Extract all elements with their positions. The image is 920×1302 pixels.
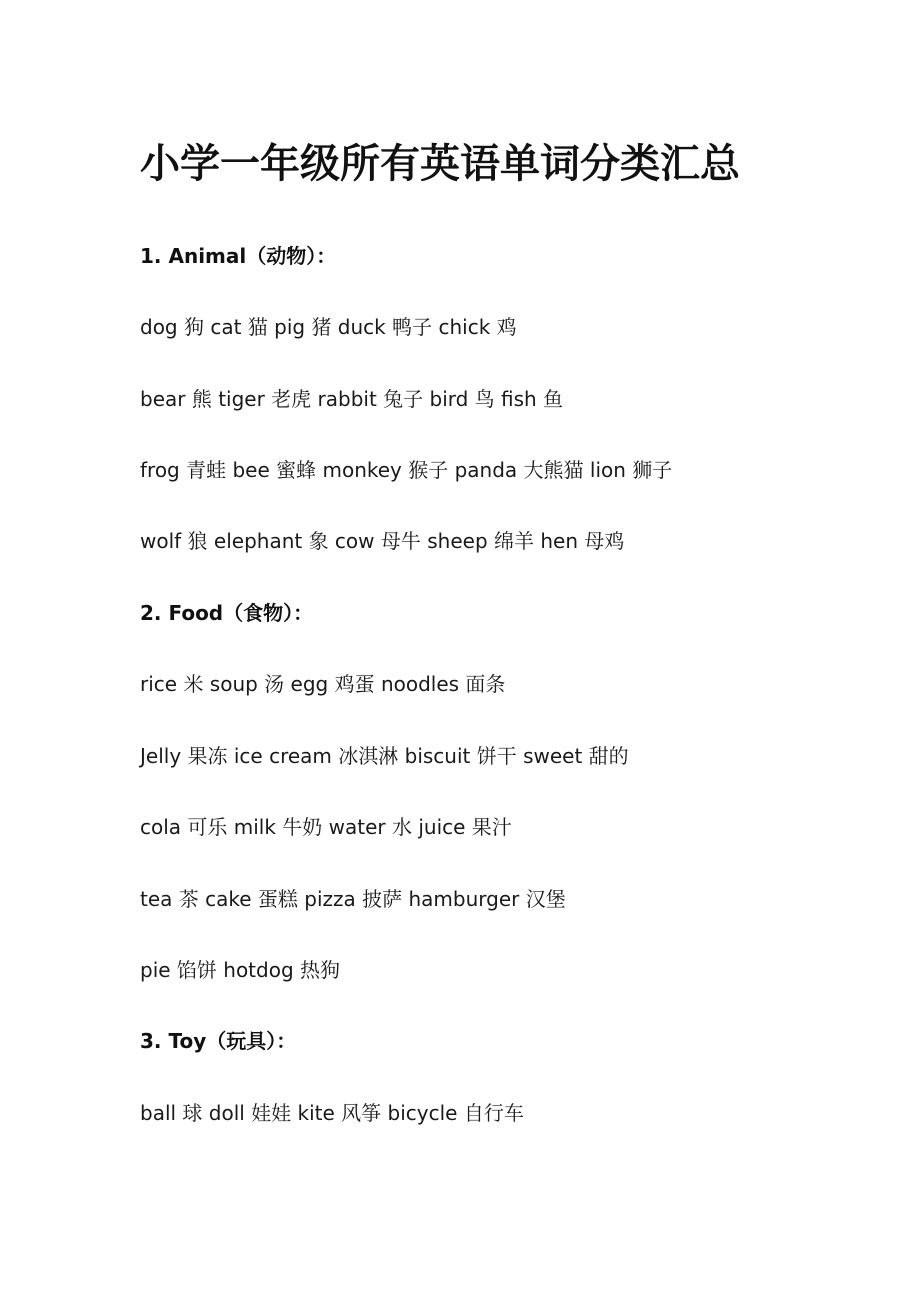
- word-line: wolf 狼 elephant 象 cow 母牛 sheep 绵羊 hen 母鸡: [140, 529, 625, 553]
- section-heading-toy: 3. Toy（玩具）：: [140, 1029, 297, 1053]
- section-heading-animal: 1. Animal（动物）：: [140, 244, 337, 268]
- word-line: dog 狗 cat 猫 pig 猪 duck 鸭子 chick 鸡: [140, 315, 517, 339]
- page-title: 小学一年级所有英语单词分类汇总: [140, 141, 740, 187]
- word-line: pie 馅饼 hotdog 热狗: [140, 958, 341, 982]
- word-line: frog 青蛙 bee 蜜蜂 monkey 猴子 panda 大熊猫 lion 狮子: [140, 458, 673, 482]
- word-line: rice 米 soup 汤 egg 鸡蛋 noodles 面条: [140, 672, 506, 696]
- word-line: Jelly 果冻 ice cream 冰淇淋 biscuit 饼干 sweet 甜的: [140, 744, 629, 768]
- word-line: ball 球 doll 娃娃 kite 风筝 bicycle 自行车: [140, 1101, 524, 1125]
- word-line: cola 可乐 milk 牛奶 water 水 juice 果汁: [140, 815, 512, 839]
- word-line: tea 茶 cake 蛋糕 pizza 披萨 hamburger 汉堡: [140, 887, 566, 911]
- word-line: bear 熊 tiger 老虎 rabbit 兔子 bird 鸟 fish 鱼: [140, 387, 564, 411]
- section-heading-food: 2. Food（食物）：: [140, 601, 314, 625]
